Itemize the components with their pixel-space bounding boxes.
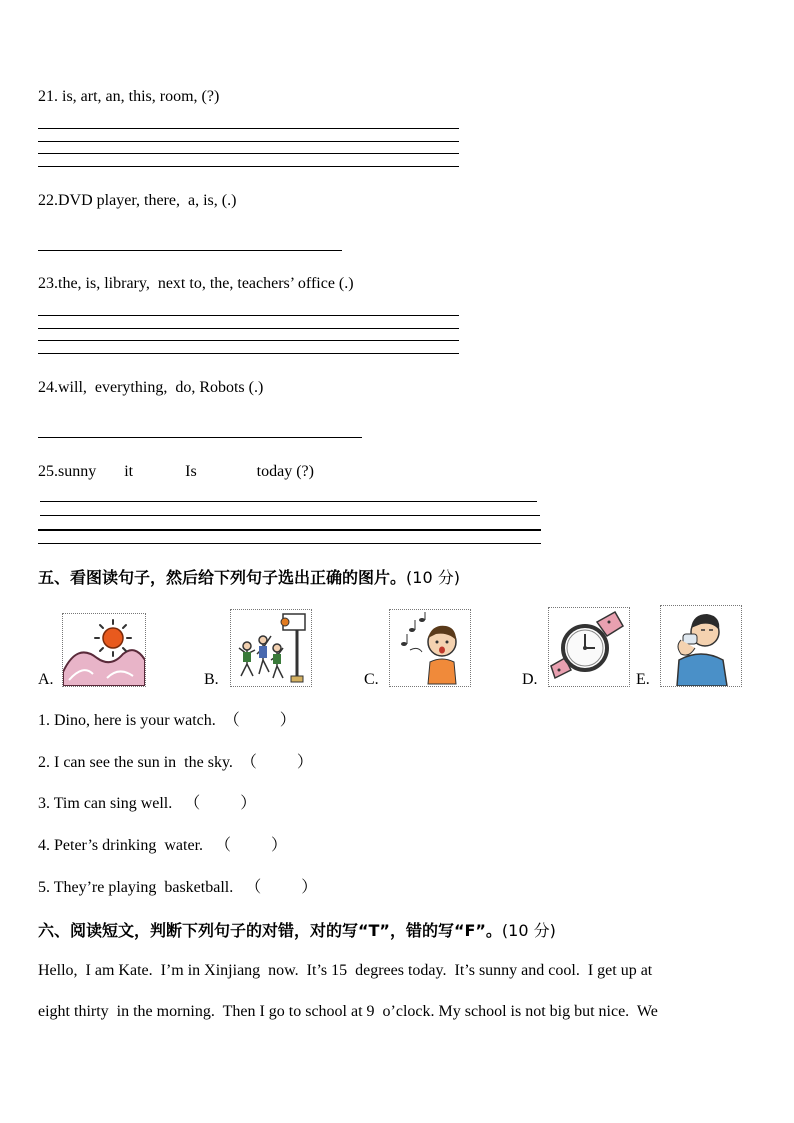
answer-line[interactable] — [38, 340, 459, 341]
sentence-5: 5. They’re playing basketball. （ ） — [38, 879, 318, 896]
answer-line[interactable] — [40, 515, 540, 516]
answer-line[interactable] — [38, 166, 459, 167]
option-c-label: C. — [364, 671, 379, 688]
question-25: 25.sunny it Is today (?) — [38, 463, 314, 480]
question-24: 24.will, everything, do, Robots (.) — [38, 379, 264, 396]
section-5-heading — [38, 565, 460, 588]
section-5-heading-text: 五、看图读句子，然后给下列句子选出正确的图片。 — [38, 568, 407, 587]
answer-line[interactable] — [38, 315, 459, 316]
singing-boy-icon — [389, 609, 471, 687]
answer-line[interactable] — [40, 501, 537, 502]
question-21: 21. is, art, an, this, room, (?) — [38, 88, 220, 105]
sentence-1: 1. Dino, here is your watch. （ ） — [38, 712, 296, 729]
section-6-score: (10 分) — [501, 921, 556, 940]
answer-line[interactable] — [38, 141, 459, 142]
sentence-4: 4. Peter’s drinking water. （ ） — [38, 837, 288, 854]
boy-drinking-icon — [660, 605, 742, 687]
answer-line[interactable] — [38, 543, 541, 544]
sun-over-mountain-icon — [62, 613, 146, 687]
answer-line[interactable] — [38, 128, 459, 129]
wristwatch-icon — [548, 607, 630, 687]
passage-line-2: eight thirty in the morning. Then I go to school at 9 o’clock. My school is not big but nice. We — [38, 1003, 658, 1020]
option-d-label: D. — [522, 671, 538, 688]
sentence-2: 2. I can see the sun in the sky. （ ） — [38, 754, 313, 771]
answer-line[interactable] — [38, 328, 459, 329]
answer-line[interactable] — [38, 529, 541, 531]
question-23: 23.the, is, library, next to, the, teachers’ office (.) — [38, 275, 354, 292]
answer-line[interactable] — [38, 353, 459, 354]
option-a-label: A. — [38, 671, 54, 688]
question-22: 22.DVD player, there, a, is, (.) — [38, 192, 237, 209]
sentence-3: 3. Tim can sing well. （ ） — [38, 795, 257, 812]
option-e-label: E. — [636, 671, 650, 688]
answer-line[interactable] — [38, 437, 362, 438]
basketball-players-icon — [230, 609, 312, 687]
section-6-heading — [38, 918, 556, 941]
section-6-heading-text: 六、阅读短文，判断下列句子的对错，对的写“T”，错的写“F”。 — [38, 921, 502, 940]
answer-line[interactable] — [38, 250, 342, 251]
option-b-label: B. — [204, 671, 219, 688]
section-5-score: (10 分) — [406, 568, 460, 587]
passage-line-1: Hello, I am Kate. I’m in Xinjiang now. It’s 15 degrees today. It’s sunny and cool. I get up at — [38, 962, 653, 979]
answer-line[interactable] — [38, 153, 459, 154]
